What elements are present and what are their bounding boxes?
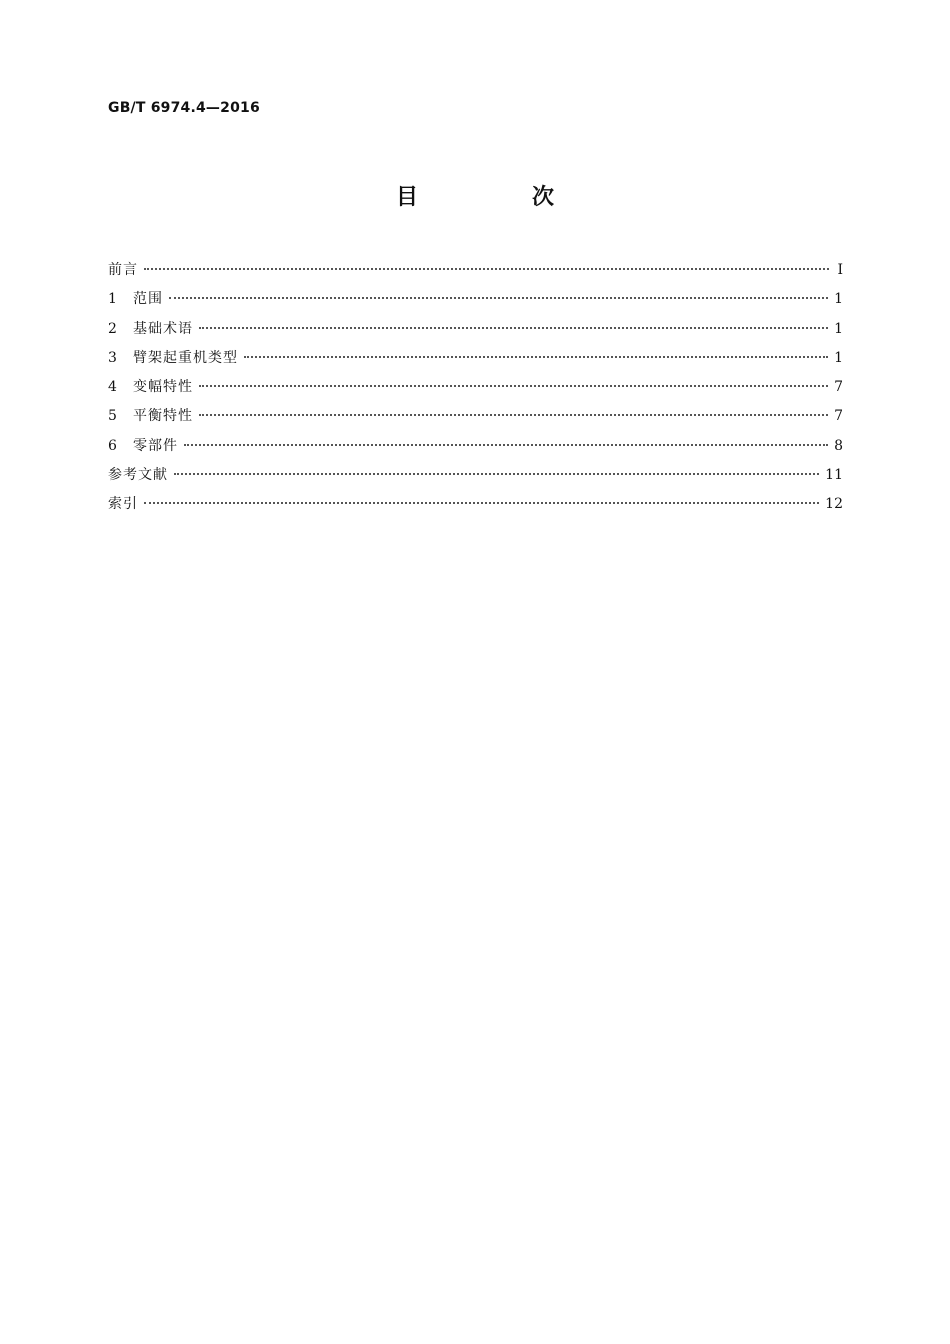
dot-leader xyxy=(199,326,828,329)
toc-entry-page: 1 xyxy=(834,349,843,366)
toc-entry-luffing[interactable] xyxy=(108,376,843,405)
toc-entry-crane-types[interactable] xyxy=(108,347,843,376)
dot-leader xyxy=(184,443,828,446)
toc-entry-label: 零部件 xyxy=(133,437,178,454)
toc-entry-references[interactable] xyxy=(108,464,843,493)
dot-leader xyxy=(144,267,829,270)
toc-entry-label: 臂架起重机类型 xyxy=(133,349,238,366)
dot-leader xyxy=(174,472,819,475)
page-title: 目 次 xyxy=(395,185,600,210)
toc-entry-label: 变幅特性 xyxy=(133,379,193,396)
toc-entry-page: Ⅰ xyxy=(837,262,843,278)
toc-entry-label: 索引 xyxy=(108,496,138,513)
toc-entry-label: 平衡特性 xyxy=(133,408,193,425)
toc-entry-page: 11 xyxy=(825,467,843,484)
toc-entry-page: 1 xyxy=(834,320,843,337)
dot-leader xyxy=(199,384,828,387)
table-of-contents xyxy=(108,259,843,523)
toc-entry-page: 1 xyxy=(834,291,843,308)
toc-entry-label: 基础术语 xyxy=(133,320,193,337)
toc-entry-page: 8 xyxy=(834,437,843,454)
toc-entry-index[interactable] xyxy=(108,493,843,522)
toc-entry-label: 前言 xyxy=(108,262,138,278)
toc-entry-page: 7 xyxy=(834,379,843,396)
toc-entry-balance[interactable] xyxy=(108,405,843,434)
dot-leader xyxy=(199,413,828,416)
toc-entry-label: 范围 xyxy=(133,291,163,308)
standard-code: GB/T 6974.4—2016 xyxy=(108,100,260,116)
dot-leader xyxy=(144,501,819,504)
toc-entry-number: 4 xyxy=(108,379,117,396)
toc-entry-number: 3 xyxy=(108,349,117,366)
toc-entry-number: 5 xyxy=(108,408,117,425)
toc-entry-scope[interactable] xyxy=(108,288,843,317)
dot-leader xyxy=(244,355,828,358)
toc-entry-basic-terms[interactable] xyxy=(108,318,843,347)
toc-entry-page: 7 xyxy=(834,408,843,425)
toc-entry-number: 1 xyxy=(108,291,117,308)
toc-entry-label: 参考文献 xyxy=(108,467,168,484)
dot-leader xyxy=(169,296,828,299)
toc-entry-foreword[interactable] xyxy=(108,259,843,288)
toc-entry-components[interactable] xyxy=(108,435,843,464)
toc-entry-number: 6 xyxy=(108,437,117,454)
toc-entry-number: 2 xyxy=(108,320,117,337)
toc-entry-page: 12 xyxy=(825,496,843,513)
